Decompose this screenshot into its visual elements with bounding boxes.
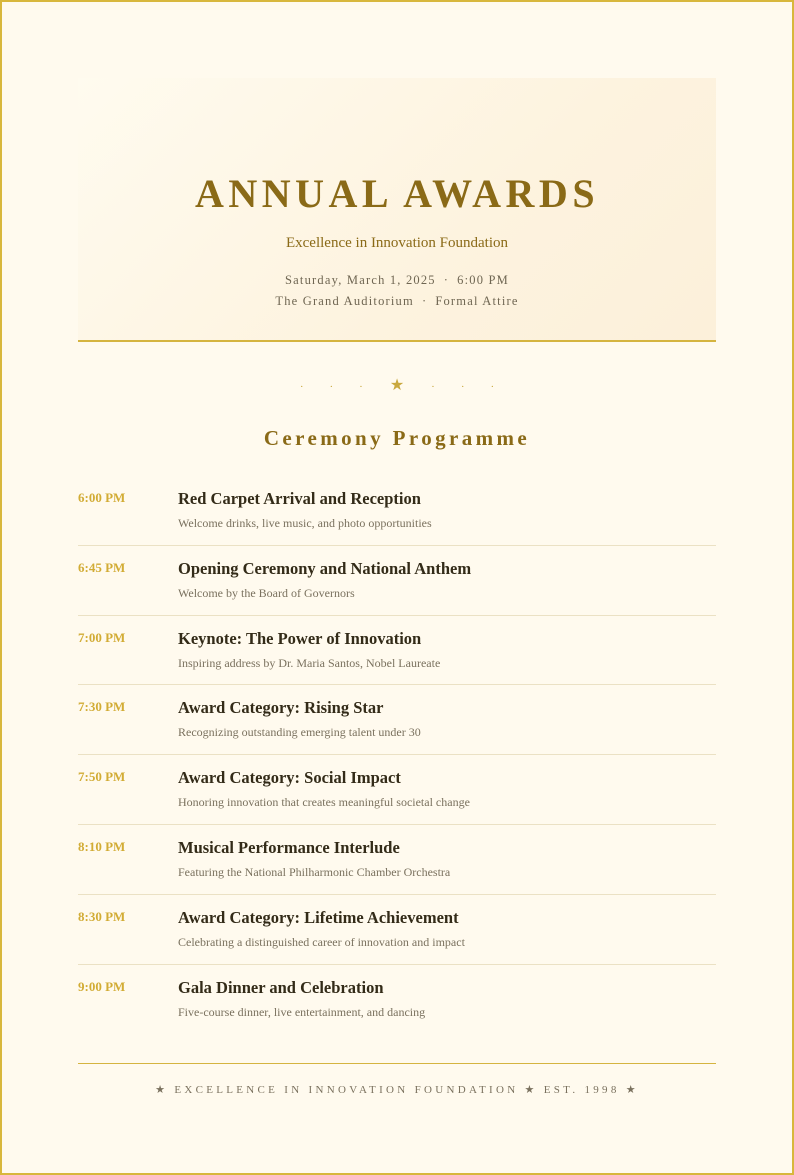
item-description: Inspiring address by Dr. Maria Santos, Nobel Laureate: [178, 655, 441, 670]
star-icon: ★: [389, 377, 405, 394]
ornament-dot: ·: [359, 381, 363, 393]
ornament-dot: ·: [329, 381, 334, 393]
section-title: Ceremony Programme: [263, 426, 531, 450]
item-time: 8:30 PM: [78, 908, 126, 924]
meta-separator: ·: [443, 273, 450, 287]
programme-item: [78, 825, 716, 895]
programme-list: [78, 476, 716, 1034]
item-title: Gala Dinner and Celebration: [178, 977, 384, 997]
ornament-dot: ·: [299, 381, 304, 393]
ornament-divider: [2, 375, 792, 395]
item-title: Award Category: Lifetime Achievement: [178, 907, 459, 927]
item-time: 7:30 PM: [78, 699, 126, 715]
programme-item: [78, 546, 716, 616]
programme-item: [78, 755, 716, 825]
item-description: Celebrating a distinguished career of innovation and impact: [178, 934, 465, 949]
programme-item: [78, 965, 716, 1035]
ornament-dot: ·: [460, 381, 465, 393]
item-description: Welcome drinks, live music, and photo opportunities: [178, 516, 432, 530]
item-title: Opening Ceremony and National Anthem: [178, 558, 472, 578]
item-title: Keynote: The Power of Innovation: [178, 628, 422, 648]
footer-divider: [78, 1063, 716, 1064]
event-time: 6:00 PM: [457, 273, 509, 287]
item-description: Welcome by the Board of Governors: [178, 585, 355, 600]
ornament-dot: ·: [431, 381, 435, 393]
item-time: 6:45 PM: [78, 559, 126, 575]
footer-text: ★ EXCELLENCE IN INNOVATION FOUNDATION ★ EST. 1998 ★: [155, 1084, 639, 1096]
item-description: Five-course dinner, live entertainment, and dancing: [178, 1004, 426, 1019]
meta-separator: ·: [421, 294, 428, 308]
item-time: 9:00 PM: [78, 978, 126, 994]
item-title: Award Category: Social Impact: [178, 768, 401, 788]
item-time: 8:10 PM: [78, 838, 126, 854]
organizer-name: Excellence in Innovation Foundation: [285, 235, 509, 251]
event-header: [78, 78, 716, 342]
item-description: Featuring the National Philharmonic Chamber Orchestra: [178, 864, 451, 879]
item-time: 6:00 PM: [78, 490, 126, 505]
item-title: Red Carpet Arrival and Reception: [178, 489, 421, 508]
event-title: ANNUAL AWARDS: [194, 171, 600, 216]
ornament-dot: ·: [490, 381, 495, 393]
item-title: Award Category: Rising Star: [178, 698, 384, 718]
dress-code: Formal Attire: [435, 294, 519, 308]
programme-item: [78, 685, 716, 755]
event-date-time: [78, 273, 716, 288]
event-venue-dress: [78, 294, 716, 309]
item-description: Recognizing outstanding emerging talent under 30: [178, 725, 421, 740]
item-title: Musical Performance Interlude: [178, 837, 400, 857]
item-time: 7:00 PM: [78, 629, 126, 645]
item-description: Honoring innovation that creates meaningful societal change: [178, 795, 470, 810]
event-venue: The Grand Auditorium: [275, 294, 414, 308]
programme-item: [78, 476, 716, 546]
programme-item: [78, 616, 716, 686]
item-time: 7:50 PM: [78, 769, 126, 785]
programme-item: [78, 895, 716, 965]
event-date: Saturday, March 1, 2025: [285, 273, 436, 287]
